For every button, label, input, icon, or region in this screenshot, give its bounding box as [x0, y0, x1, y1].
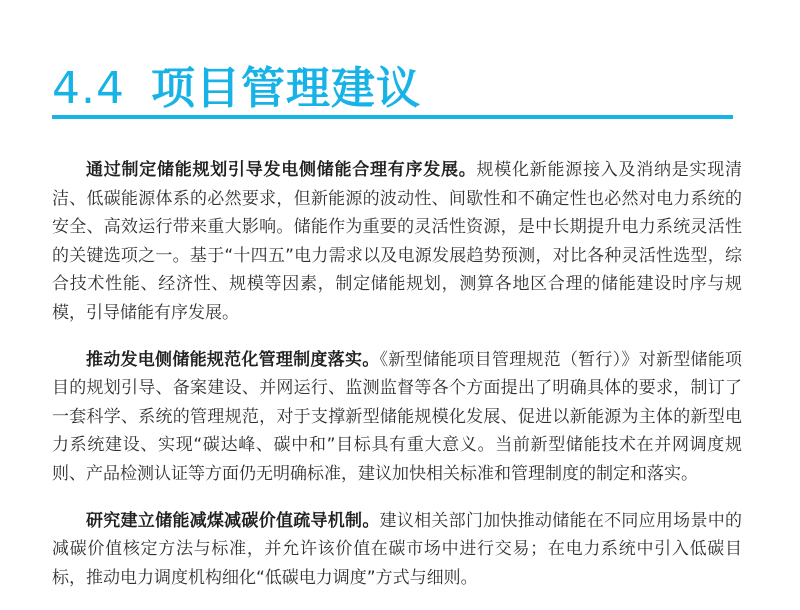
paragraph-lead: 研究建立储能减煤减碳价值疏导机制。 — [86, 510, 380, 531]
paragraph-text: 《新型储能项目管理规范（暂行）》对新型储能项目的规划引导、备案建设、并网运行、监测监督等各个方面提出了明确具体的要求，制订了一套科学、系统的管理规范，对于支撑新型储能规模化发展、促进以新能源为主体的新型电力系统建设、实现“碳达峰、碳中和”目标具有重大意义。当前新型储能技术在并网调度规则、产品检测认证等方面仍无明确标准，建议加快相关标准和管理制度的制定和落实。 — [52, 349, 743, 484]
heading-underline — [52, 115, 733, 119]
paragraph-carbon-value — [52, 507, 742, 593]
paragraph-management-rules — [52, 346, 742, 489]
section-title: 项目管理建议 — [150, 63, 421, 115]
section-heading — [52, 59, 421, 119]
section-number: 4.4 — [52, 63, 125, 115]
paragraph-text: 建议相关部门加快推动储能在不同应用场景中的减碳价值核定方法与标准，并允许该价值在碳市场中进行交易；在电力系统中引入低碳目标，推动电力调度机构细化“低碳电力调度”方式与细则。 — [52, 510, 742, 588]
body-text — [52, 156, 742, 610]
paragraph-text: 规模化新能源接入及消纳是实现清洁、低碳能源体系的必然要求，但新能源的波动性、间歇性和不确定性也必然对电力系统的安全、高效运行带来重大影响。储能作为重要的灵活性资源，是中长期提升电力系统灵活性的关键选项之一。基于“十四五”电力需求以及电源发展趋势预测，对比各种灵活性选型，综合技术性能、经济性、规模等因素，制定储能规划，测算各地区合理的储能建设时序与规模，引导储能有序发展。 — [52, 160, 742, 323]
paragraph-storage-planning — [52, 156, 742, 328]
paragraph-lead: 推动发电侧储能规范化管理制度落实。 — [86, 349, 380, 370]
paragraph-lead: 通过制定储能规划引导发电侧储能合理有序发展。 — [86, 160, 477, 180]
